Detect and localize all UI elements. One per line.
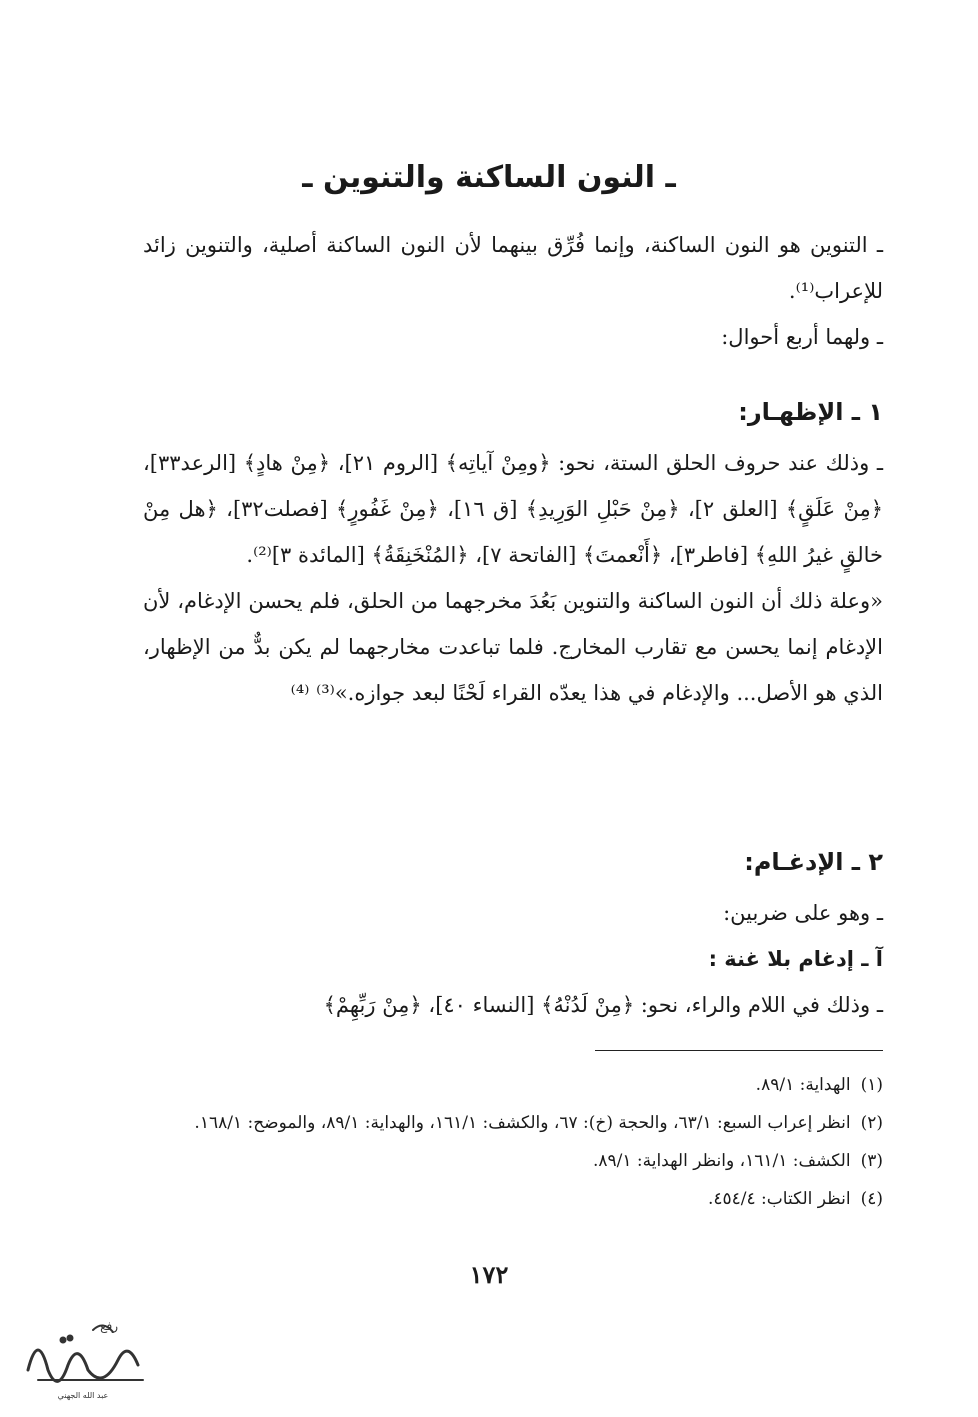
footnote-number: (٤) xyxy=(860,1189,883,1209)
footnote-divider xyxy=(595,1050,883,1051)
intro-paragraph-1: ـ التنوين هو النون الساكنة، وإنما فُرِّق بينهما لأن النون الساكنة أصلية، والتنوين زائد للإعراب⁽¹⁾. xyxy=(143,233,883,303)
footnote-2 xyxy=(138,1104,883,1142)
footnote-number: (١) xyxy=(860,1075,883,1095)
stamp-top-text: رفع xyxy=(100,1319,118,1333)
footnote-text: انظر الكتاب: ٤٥٤/٤. xyxy=(707,1189,851,1209)
section2-line-1: ـ وهو على ضربين: xyxy=(723,901,883,925)
section2-block xyxy=(143,890,883,1028)
stamp-bottom-text: عبد الله الجهني xyxy=(57,1391,109,1400)
footnote-text: انظر إعراب السبع: ٦٣/١، والحجة (خ): ٦٧، والكشف: ١٦١/١، والهداية: ٨٩/١، والموضح: ١٦٨/١. xyxy=(194,1113,851,1133)
footnote-number: (٣) xyxy=(860,1151,883,1171)
section2-subheading: آ ـ إدغام بلا غنة : xyxy=(708,947,883,971)
footnote-number: (٢) xyxy=(860,1113,883,1133)
section2-line-2: ـ وذلك في اللام والراء، نحو: ﴿مِنْ لَدُنْهُ﴾ [النساء ٤٠]، ﴿مِنْ رَبِّهِمْ﴾ xyxy=(323,993,883,1017)
footnote-text: الهداية: ٨٩/١. xyxy=(755,1075,851,1095)
section1-heading: ١ ـ الإظهـار: xyxy=(738,398,883,426)
page-title: ـ النون الساكنة والتنوين ـ xyxy=(302,160,676,195)
library-stamp-logo xyxy=(8,1310,158,1405)
page-number: ١٧٢ xyxy=(469,1260,509,1289)
footnote-3 xyxy=(138,1142,883,1180)
intro-block xyxy=(143,222,883,360)
footnote-1 xyxy=(138,1066,883,1104)
intro-paragraph-2: ـ ولهما أربع أحوال: xyxy=(721,325,883,349)
section1-quote: «وعلة ذلك أن النون الساكنة والتنوين بَعُدَ مخرجهما من الحلق، فلم يحسن الإدغام، لأن الإدغام إنما يحسن مع تقارب المخارج. فلما تباعدت مخارجهما لم يكن بدٌّ من الإظهار، الذي هو الأصل... والإدغام في هذا يعدّه القراء لَحْنًا لبعد جوازه.»⁽³⁾ ⁽⁴⁾ xyxy=(143,589,883,705)
section2-heading: ٢ ـ الإدغـام: xyxy=(744,848,883,876)
section1-block xyxy=(143,440,883,716)
footnote-text: الكشف: ١٦١/١، وانظر الهداية: ٨٩/١. xyxy=(592,1151,851,1171)
section1-paragraph-1: ـ وذلك عند حروف الحلق الستة، نحو: ﴿ومِنْ آياتِه﴾ [الروم ٢١]، ﴿مِنْ هادٍ﴾ [الرعد٣٣]، ﴿مِنْ عَلَقٍ﴾ [العلق ٢]، ﴿مِنْ حَبْلِ الوَرِيدِ﴾ [ق ١٦]، ﴿مِنْ غَفُورٍ﴾ [فصلت٣٢]، ﴿هل مِنْ خالقٍ غيرُ اللهِ﴾ [فاطر٣]، ﴿أَنْعمتَ﴾ [الفاتحة ٧]، ﴿المُنْخَنِقَةُ﴾ [المائدة ٣]⁽²⁾. xyxy=(143,451,884,567)
footnotes xyxy=(138,1066,883,1218)
footnote-4 xyxy=(138,1180,883,1218)
